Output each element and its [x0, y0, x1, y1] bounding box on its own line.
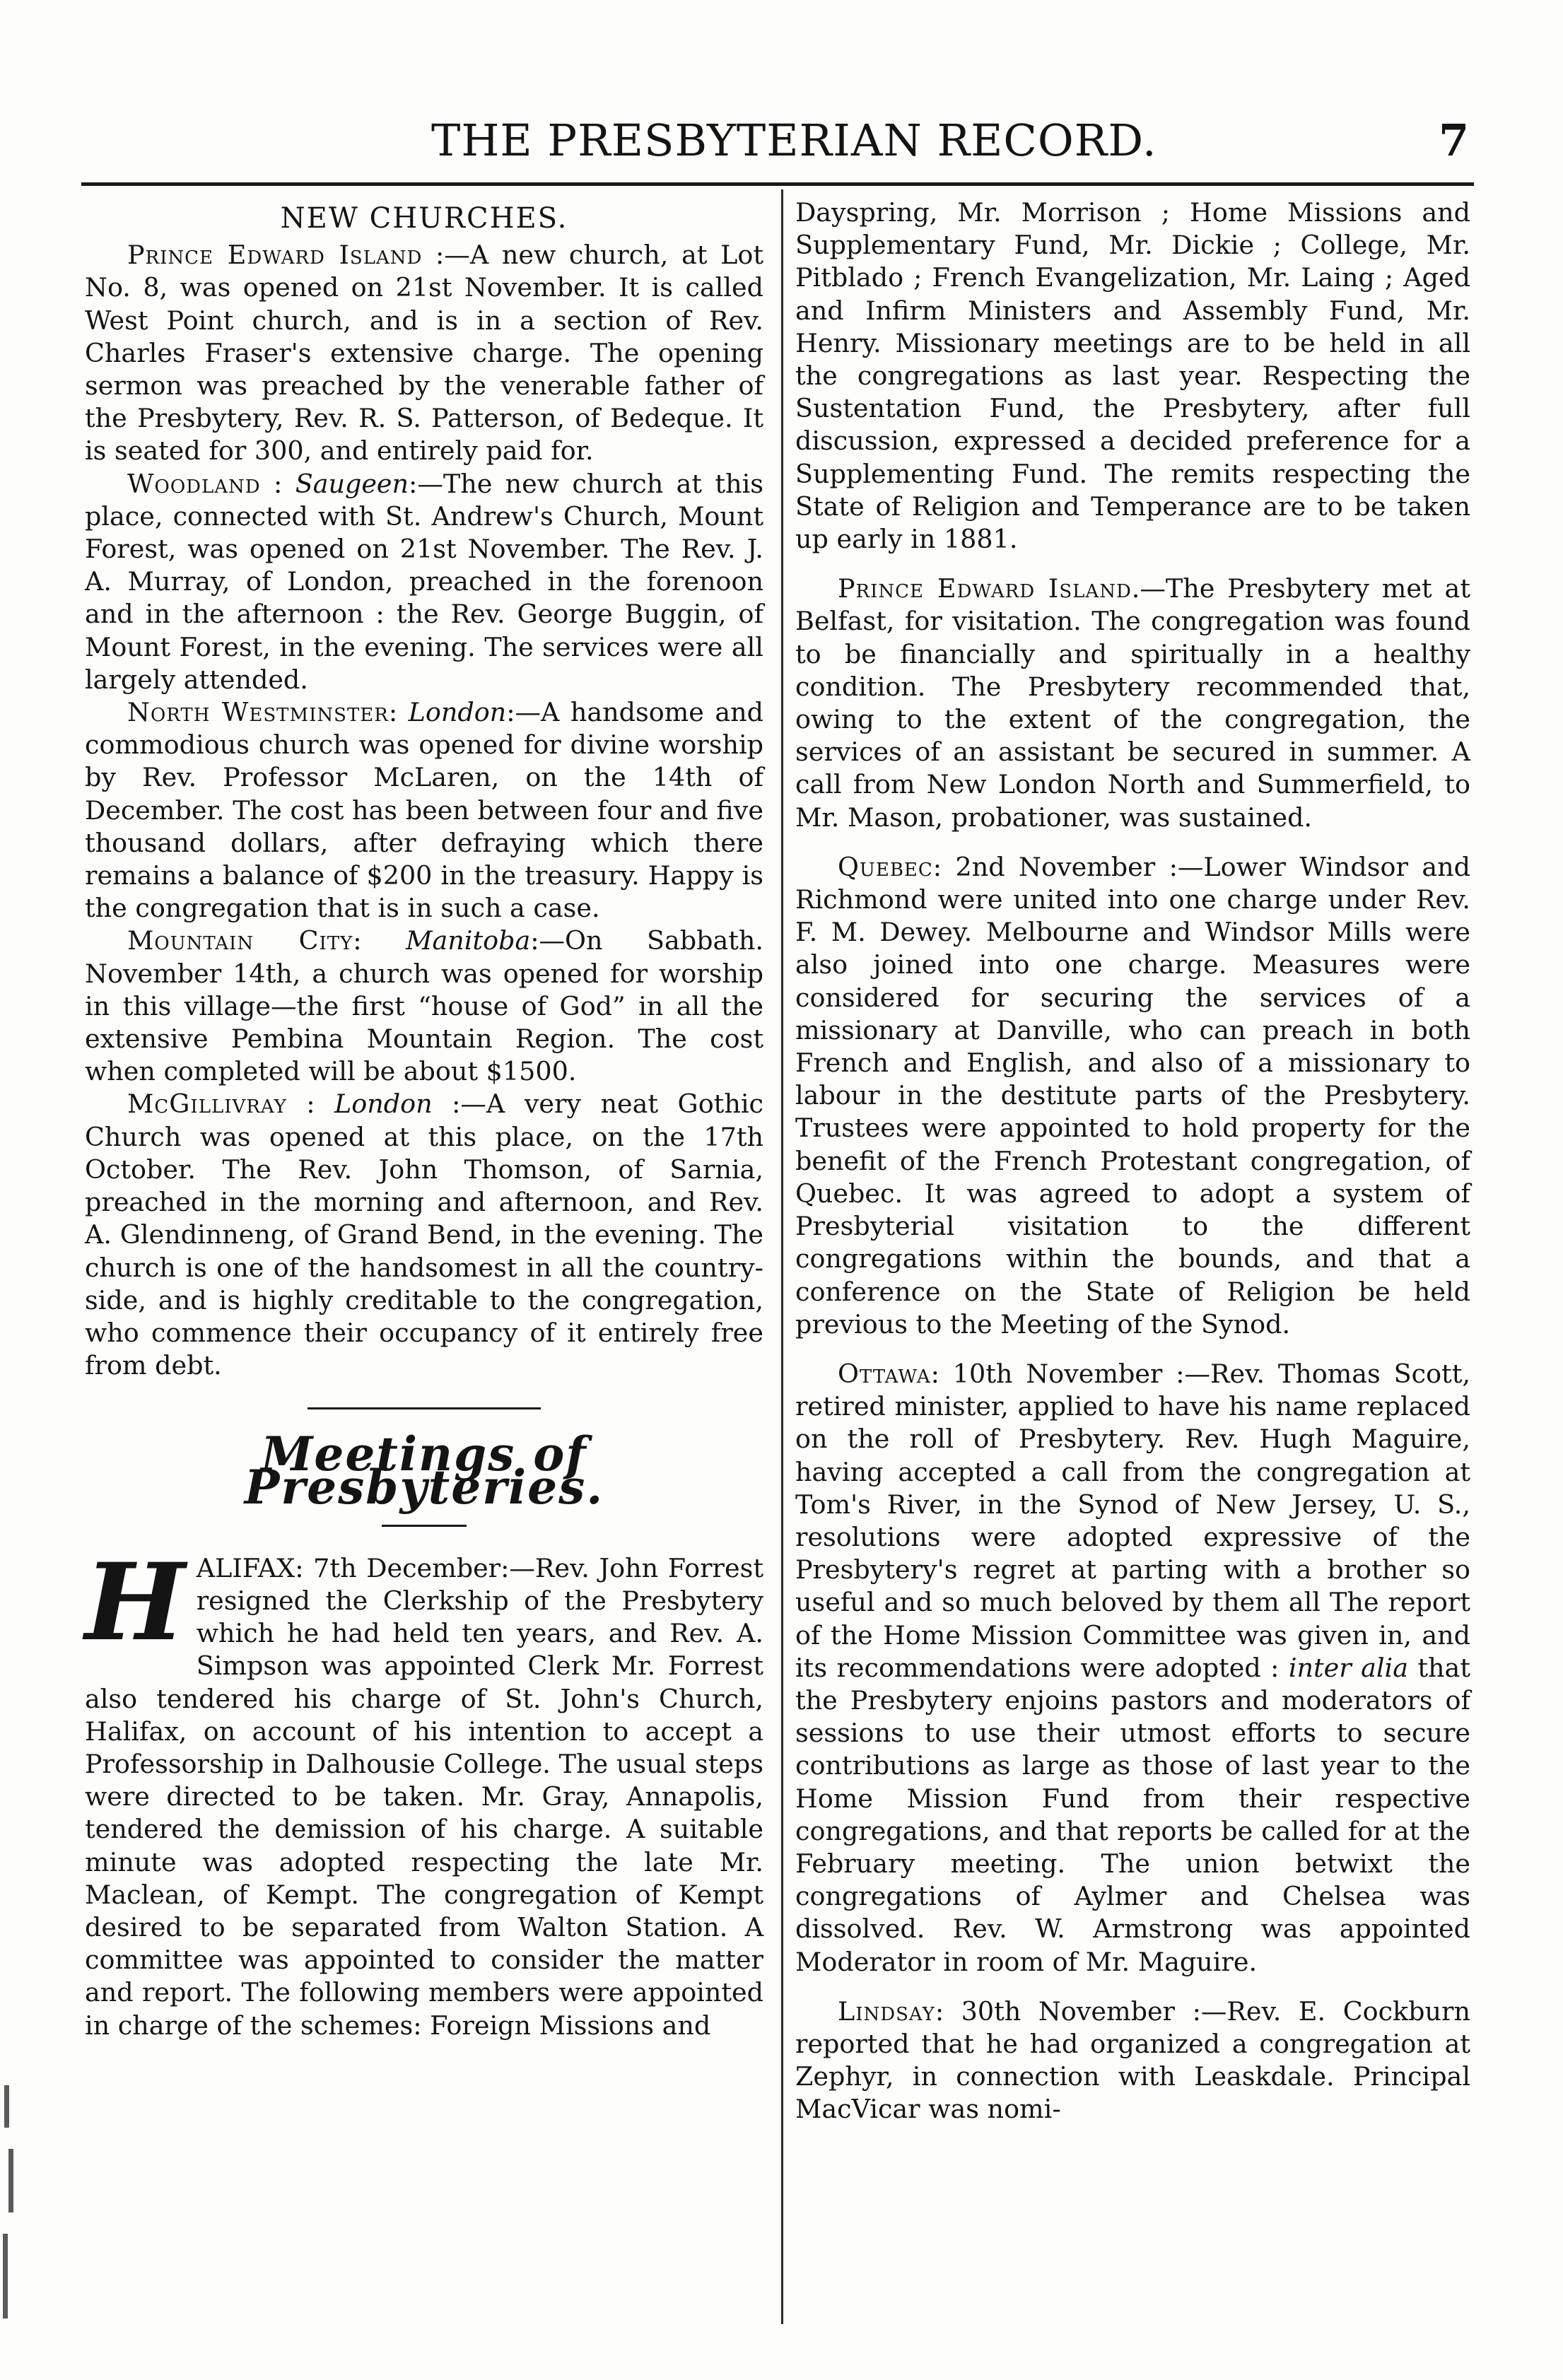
- running-header: [0, 106, 1563, 170]
- right-column: [795, 197, 1470, 2126]
- meetings-heading: Meetings of Presbyteries.: [244, 1426, 604, 1515]
- paragraph-text: :—A new church, at Lot No. 8, was opened on 21st November. It is called West Point church, and is in a section of Rev. Charles Fraser's extensive charge. The opening sermon was preached by the venerable father of the Presbytery, Rev. R. S. Patterson, of Bedeque. It is seated for 300, and entirely paid for.: [85, 240, 763, 467]
- paragraph-text: .—The Presbytery met at Belfast, for visitation. The congregation was found to be financially and spiritually in a healthy condition. The Presbytery recommended that, owing to the extent of the congregation, the services of an assistant be secured in summer. A call from New London North and Summerfield, to Mr. Mason, probationer, was sustained.: [795, 573, 1470, 833]
- paragraph-text: ALIFAX: 7th December:—Rev. John Forrest resigned the Clerkship of the Presbytery which he had held ten years, and Rev. A. Simpson was appointed Clerk Mr. Forrest also tendered his charge of St. John's Church, Halifax, on account of his intention to accept a Professorship in Dalhousie College. The usual steps were directed to be taken. Mr. Gray, Annapolis, tendered the demission of his charge. A suitable minute was adopted respecting the late Mr. Maclean, of Kempt. The congregation of Kempt desired to be separated from Walton Station. A committee was appointed to consider the matter and report. The following members were appointed in charge of the schemes: Foreign Missions and: [85, 1552, 763, 2041]
- paragraph-text: : 10th November :—Rev. Thomas Scott, retired minister, applied to have his name replaced on the roll of Presbytery. Rev. Hugh Maguire, having accepted a call from the congregation at Tom's River, in the Synod of New Jersey, U. S., resolutions were adopted expressive of the Presbytery's regret at parting with a brother so useful and so much beloved by them all The report of the Home Mission Committee was given in, and its recommendations were adopted :: [795, 1358, 1470, 1683]
- place-name: London: [408, 697, 507, 728]
- place-name: Saugeen: [295, 468, 409, 499]
- separator: :: [388, 697, 409, 728]
- place-label: McGillivray: [127, 1089, 287, 1120]
- italic-phrase: inter alia: [1288, 1652, 1408, 1683]
- article-paragraph: [85, 468, 763, 696]
- paragraph-text: :—A very neat Gothic Church was opened at this place, on the 17th October. The Rev. John Thomson, of Sarnia, preached in the morning and afternoon, and Rev. A. Glendinneng, of Grand Bend, in the evening. The church is one of the handsomest in all the country-side, and is highly creditable to the congregation, who commence their occupancy of it entirely free from debt.: [85, 1089, 763, 1381]
- paragraph-text: Dayspring, Mr. Morrison ; Home Missions and Supplementary Fund, Mr. Dickie ; College, Mr. Pitblado ; French Evangelization, Mr. Laing ; Aged and Infirm Ministers and Assembly Fund, Mr. Henry. Missionary meetings are to be held in all the congregations as last year. Respecting the Sustentation Fund, the Presbytery, after full discussion, expressed a decided preference for a Supplementing Fund. The remits respecting the State of Religion and Temperance are to be taken up early in 1881.: [795, 197, 1470, 555]
- article-paragraph: [85, 1088, 763, 1382]
- halifax-entry: [85, 1540, 763, 2042]
- new-churches-heading: NEW CHURCHES.: [280, 202, 568, 235]
- paragraph-text: : 30th November :—Rev. E. Cockburn reported that he had organized a congregation at Zephyr, in connection with Leaskdale. Principal MacVicar was nomi-: [795, 1995, 1470, 2125]
- article-paragraph: [795, 573, 1470, 834]
- article-paragraph: [795, 851, 1470, 1341]
- article-paragraph: [85, 925, 763, 1088]
- article-paragraph-continued: [795, 197, 1470, 556]
- place-label: Woodland: [127, 468, 261, 499]
- article-paragraph: [795, 1995, 1470, 2126]
- place-label: Prince Edward Island: [838, 573, 1132, 604]
- place-name: London: [334, 1089, 433, 1120]
- scan-edge-marks: [0, 0, 78, 2380]
- section-rule: [308, 1407, 541, 1409]
- place-label: North Westminster: [127, 697, 389, 728]
- journal-title: THE PRESBYTERIAN RECORD.: [431, 115, 1157, 166]
- article-paragraph: [85, 1540, 763, 2042]
- article-paragraph: [85, 239, 763, 467]
- place-name: Manitoba: [406, 925, 531, 956]
- paragraph-text: :—The new church at this place, connected with St. Andrew's Church, Mount Forest, was opened on 21st November. The Rev. J. A. Murray, of London, preached in the forenoon and in the afternoon : the Rev. George Buggin, of Mount Forest, in the evening. The services were all largely attended.: [85, 468, 763, 695]
- article-paragraph: [85, 696, 763, 925]
- heading-rule: [382, 1525, 467, 1527]
- place-label: Mountain City: [127, 925, 353, 956]
- place-label: Quebec: [838, 851, 933, 882]
- paragraph-text: :—A handsome and commodious church was opened for divine worship by Rev. Professor McLaren, on the 14th of December. The cost has been between four and five thousand dollars, after defraying which there remains a balance of $200 in the treasury. Happy is the congregation that is in such a case.: [85, 697, 763, 924]
- page-number: 7: [1439, 115, 1470, 166]
- paragraph-text: :—On Sabbath. November 14th, a church was opened for worship in this village—the first “house of God” in all the extensive Pembina Mountain Region. The cost when completed will be about $1500.: [85, 925, 764, 1087]
- place-label: Prince Edward Island: [127, 240, 423, 271]
- separator: :: [286, 1089, 335, 1120]
- place-label: Lindsay: [838, 1995, 935, 2027]
- separator: :: [260, 468, 295, 499]
- article-paragraph: [795, 1358, 1470, 1979]
- header-rule: [81, 182, 1474, 186]
- paragraph-text: that the Presbytery enjoins pastors and moderators of sessions to use their utmost efforts to secure contributions as large as those of last year to the Home Mission Fund from their respective congregations, and that reports be called for at the February meeting. The union betwixt the congregations of Aylmer and Chelsea was dissolved. Rev. W. Armstrong was appointed Moderator in room of Mr. Maguire.: [795, 1652, 1470, 1977]
- separator: :: [353, 925, 406, 956]
- column-divider: [781, 189, 783, 2324]
- place-label: Ottawa: [838, 1358, 931, 1389]
- drop-cap: H: [85, 1540, 185, 1665]
- left-column: [85, 197, 763, 2042]
- paragraph-text: : 2nd November :—Lower Windsor and Richmond were united into one charge under Rev. F. M. Dewey. Melbourne and Windsor Mills were also joined into one charge. Measures were considered for securing the services of a missionary at Danville, who can preach in both French and English, and also of a missionary to labour in the destitute parts of the Presbytery. Trustees were appointed to hold property for the benefit of the French Protestant congregation, of Quebec. It was agreed to adopt a system of Presbyterial visitation to the different congregations within the bounds, and that a conference on the State of Religion be held previous to the Meeting of the Synod.: [795, 851, 1470, 1340]
